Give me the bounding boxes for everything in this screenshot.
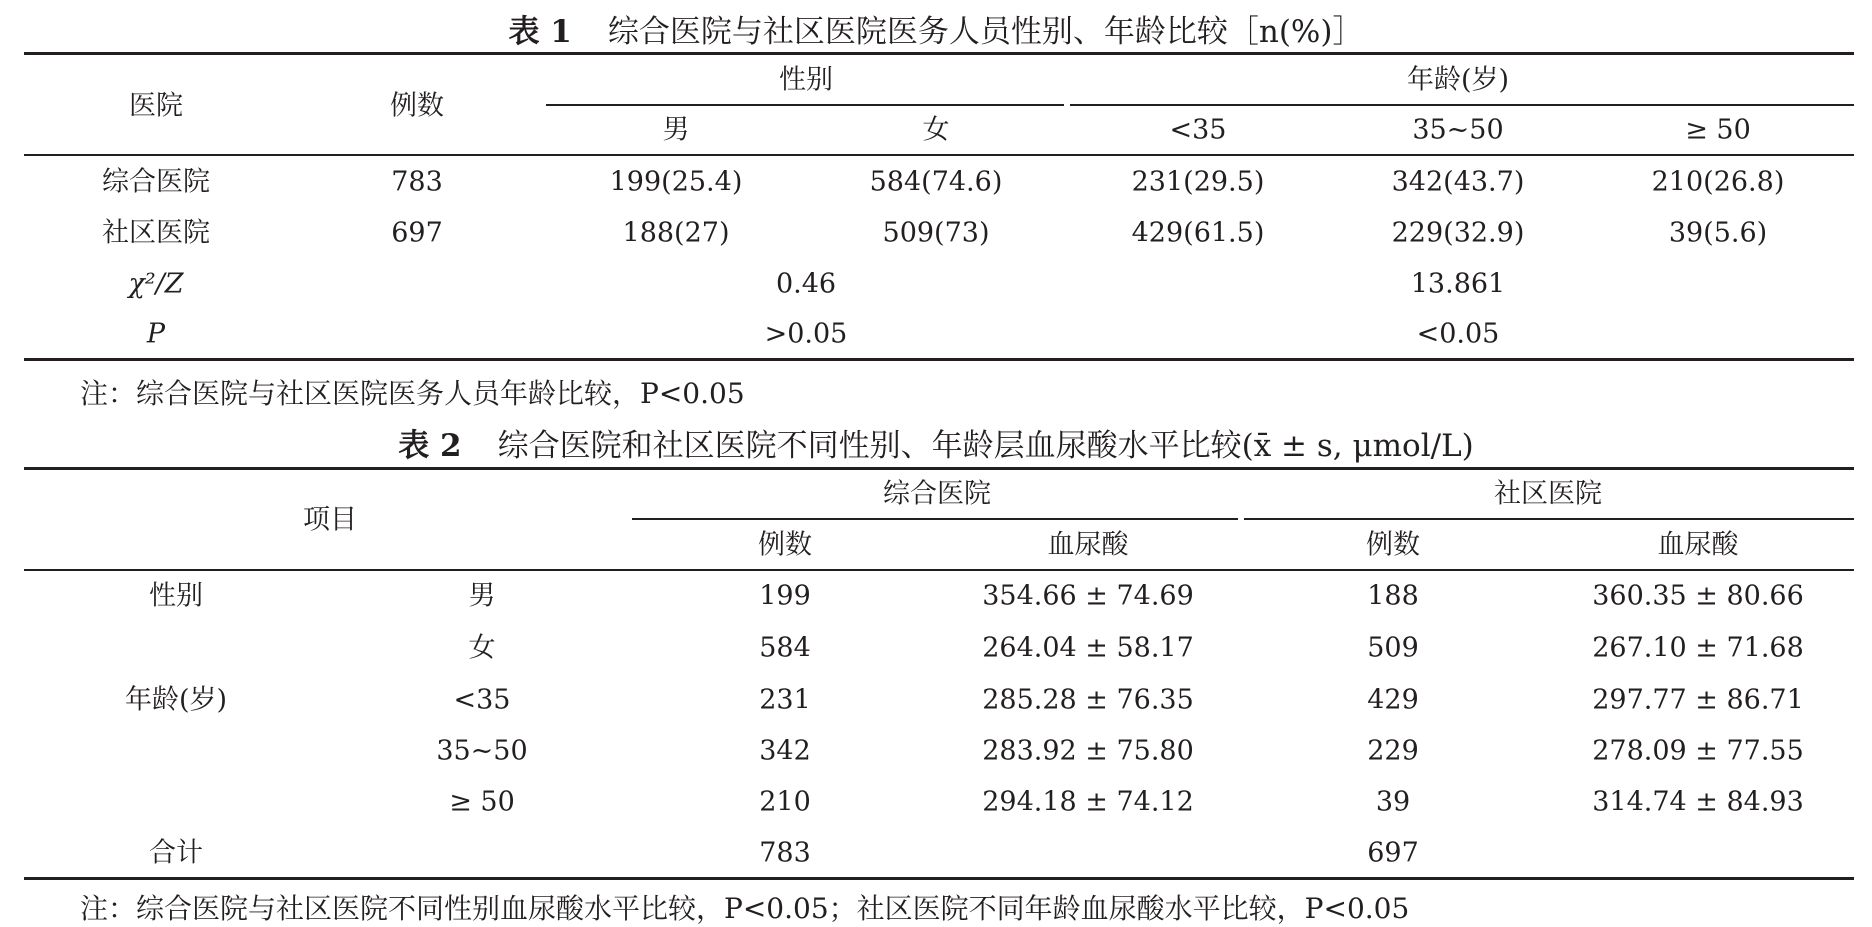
table2-general-rule <box>632 518 1238 520</box>
table2-header-general-cases: 例数 <box>758 529 812 561</box>
table2-row-general-n: 231 <box>759 684 811 716</box>
table2-row-community-n: 188 <box>1367 580 1419 612</box>
table1-title: 综合医院与社区医院医务人员性别、年龄比较［n(%)］ <box>607 14 1364 50</box>
table2-total-community: 697 <box>1367 837 1419 869</box>
table1-top-rule <box>24 52 1854 55</box>
table1-header-age-35-50: 35~50 <box>1412 114 1504 146</box>
table1-stat-label: χ²/Z <box>128 268 184 300</box>
table2-row-general-n: 210 <box>759 786 811 818</box>
table1-header-female: 女 <box>922 114 950 146</box>
table1-caption <box>0 6 1872 51</box>
table2-row-community-n: 39 <box>1375 786 1411 818</box>
table2-row-sub: <35 <box>453 684 511 716</box>
table2-row-general-ua: 283.92 ± 75.80 <box>982 735 1194 767</box>
table2-note: 注：综合医院与社区医院不同性别血尿酸水平比较，P<0.05；社区医院不同年龄血尿酸水平比较，P<0.05 <box>80 892 1410 925</box>
table2-number: 表 2 <box>398 428 462 464</box>
table1-header-age-ge50: ≥ 50 <box>1685 114 1751 146</box>
table2-caption <box>0 420 1872 465</box>
table1-note: 注：综合医院与社区医院医务人员年龄比较，P<0.05 <box>80 377 745 410</box>
table2-header-rule <box>24 569 1854 571</box>
table1-number: 表 1 <box>508 14 572 50</box>
table1-row-cases: 697 <box>391 217 443 249</box>
table2-row-general-n: 584 <box>759 632 811 664</box>
table2-row-community-ua: 267.10 ± 71.68 <box>1592 632 1804 664</box>
table2-row-community-ua: 360.35 ± 80.66 <box>1592 580 1804 612</box>
table2-row-community-n: 509 <box>1367 632 1419 664</box>
table1-header-male: 男 <box>662 114 690 146</box>
table1-p-gender: >0.05 <box>764 318 848 350</box>
table2-header-general-uric-acid: 血尿酸 <box>1047 529 1129 561</box>
table2-row-sub: 女 <box>468 632 496 664</box>
table2-row-general-n: 342 <box>759 735 811 767</box>
table1-p-label: P <box>146 318 166 350</box>
table2-row-sub: ≥ 50 <box>449 786 515 818</box>
table2-row-community-ua: 297.77 ± 86.71 <box>1592 684 1804 716</box>
table1-row-cases: 783 <box>391 166 443 198</box>
table2-total-general: 783 <box>759 837 811 869</box>
table1-header-cases: 例数 <box>390 90 444 122</box>
table2-total-label: 合计 <box>149 837 203 869</box>
table1-header-gender: 性别 <box>779 64 833 96</box>
table1-row-ge50: 39(5.6) <box>1668 217 1768 249</box>
table2-row-general-ua: 285.28 ± 76.35 <box>982 684 1194 716</box>
table2-row-community-ua: 314.74 ± 84.93 <box>1592 786 1804 818</box>
table1-row-lt35: 231(29.5) <box>1131 166 1265 198</box>
table2-header-item: 项目 <box>303 504 357 536</box>
table2-community-rule <box>1244 518 1854 520</box>
table1-row-35-50: 229(32.9) <box>1391 217 1525 249</box>
table1-row-female: 584(74.6) <box>869 166 1003 198</box>
table1-gender-rule <box>546 104 1064 106</box>
table2-row-community-ua: 278.09 ± 77.55 <box>1592 735 1804 767</box>
table2-header-general: 综合医院 <box>883 478 991 510</box>
table2-bottom-rule <box>24 877 1854 880</box>
table2-group-gender: 性别 <box>149 580 203 612</box>
table1-row-male: 199(25.4) <box>609 166 743 198</box>
table1-header-hospital: 医院 <box>129 90 183 122</box>
table2-row-general-ua: 264.04 ± 58.17 <box>982 632 1194 664</box>
table2-row-general-ua: 294.18 ± 74.12 <box>982 786 1194 818</box>
table1-p-age: <0.05 <box>1416 318 1500 350</box>
table1-row-lt35: 429(61.5) <box>1131 217 1265 249</box>
table2-header-community-cases: 例数 <box>1366 529 1420 561</box>
table2-title: 综合医院和社区医院不同性别、年龄层血尿酸水平比较(x̄ ± s, μmol/L) <box>497 428 1474 464</box>
table1-row-hospital: 社区医院 <box>102 217 210 249</box>
table2-header-community: 社区医院 <box>1494 478 1602 510</box>
table1-row-hospital: 综合医院 <box>102 166 210 198</box>
table2-row-sub: 35~50 <box>436 735 528 767</box>
table1-age-rule <box>1070 104 1854 106</box>
table2-row-general-n: 199 <box>759 580 811 612</box>
table1-row-ge50: 210(26.8) <box>1651 166 1785 198</box>
table2-row-general-ua: 354.66 ± 74.69 <box>982 580 1194 612</box>
table2-row-community-n: 229 <box>1367 735 1419 767</box>
table2-row-sub: 男 <box>468 580 496 612</box>
table1-header-rule <box>24 154 1854 156</box>
table2-top-rule <box>24 467 1854 470</box>
table1-bottom-rule <box>24 358 1854 361</box>
table2-group-age: 年龄(岁) <box>124 684 228 716</box>
table1-stat-gender: 0.46 <box>775 268 837 300</box>
table1-header-age: 年龄(岁) <box>1406 64 1510 96</box>
table2-row-community-n: 429 <box>1367 684 1419 716</box>
table1-stat-age: 13.861 <box>1410 268 1506 300</box>
table1-row-female: 509(73) <box>882 217 990 249</box>
table2-header-community-uric-acid: 血尿酸 <box>1657 529 1739 561</box>
table1-row-35-50: 342(43.7) <box>1391 166 1525 198</box>
table1-row-male: 188(27) <box>622 217 730 249</box>
table1-header-age-lt35: <35 <box>1169 114 1227 146</box>
